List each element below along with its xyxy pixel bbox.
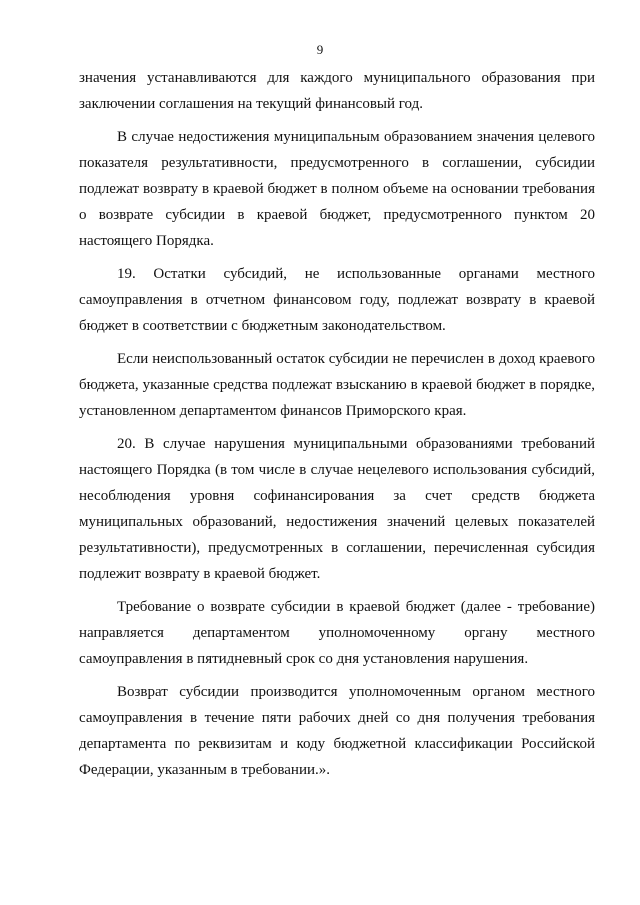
paragraph-return-procedure: Возврат субсидии производится уполномоченным органом местного самоуправления в течение пяти рабочих дней со дня получения требования департамента по реквизитам и коду бюджетной классификации Российской Федерации, указанным в требовании.». [79, 684, 595, 778]
page-number: 9 [316, 42, 324, 57]
paragraph-unused-balance: Если неиспользованный остаток субсидии не перечислен в доход краевого бюджета, указанные средства подлежат взысканию в краевой бюджет в порядке, установленном департаментом финансов Приморского края. [79, 351, 595, 419]
paragraph-return-requirement: Требование о возврате субсидии в краевой бюджет (далее - требование) направляется департаментом уполномоченному органу местного самоуправления в пятидневный срок со дня установления нарушения. [79, 599, 595, 667]
paragraph-target-indicator: В случае недостижения муниципальным образованием значения целевого показателя результативности, предусмотренного в соглашении, субсидии подлежат возврату в краевой бюджет в полном объеме на основании требования о возврате субсидии в краевой бюджет, предусмотренного пунктом 20 настоящего Порядка. [79, 129, 595, 249]
paragraph-continuation: значения устанавливаются для каждого муниципального образования при заключении соглашения на текущий финансовый год. [79, 70, 595, 112]
paragraph-item-20: 20. В случае нарушения муниципальными образованиями требований настоящего Порядка (в том числе в случае нецелевого использования субсидий, несоблюдения уровня софинансирования за счет средств бюджета муниципальных образований, недостижения значений целевых показателей результативности), предусмотренных в соглашении, перечисленная субсидия подлежит возврату в краевой бюджет. [79, 436, 595, 582]
document-body [79, 65, 595, 790]
paragraph-item-19: 19. Остатки субсидий, не использованные органами местного самоуправления в отчетном финансовом году, подлежат возврату в краевой бюджет в соответствии с бюджетным законодательством. [79, 266, 595, 334]
